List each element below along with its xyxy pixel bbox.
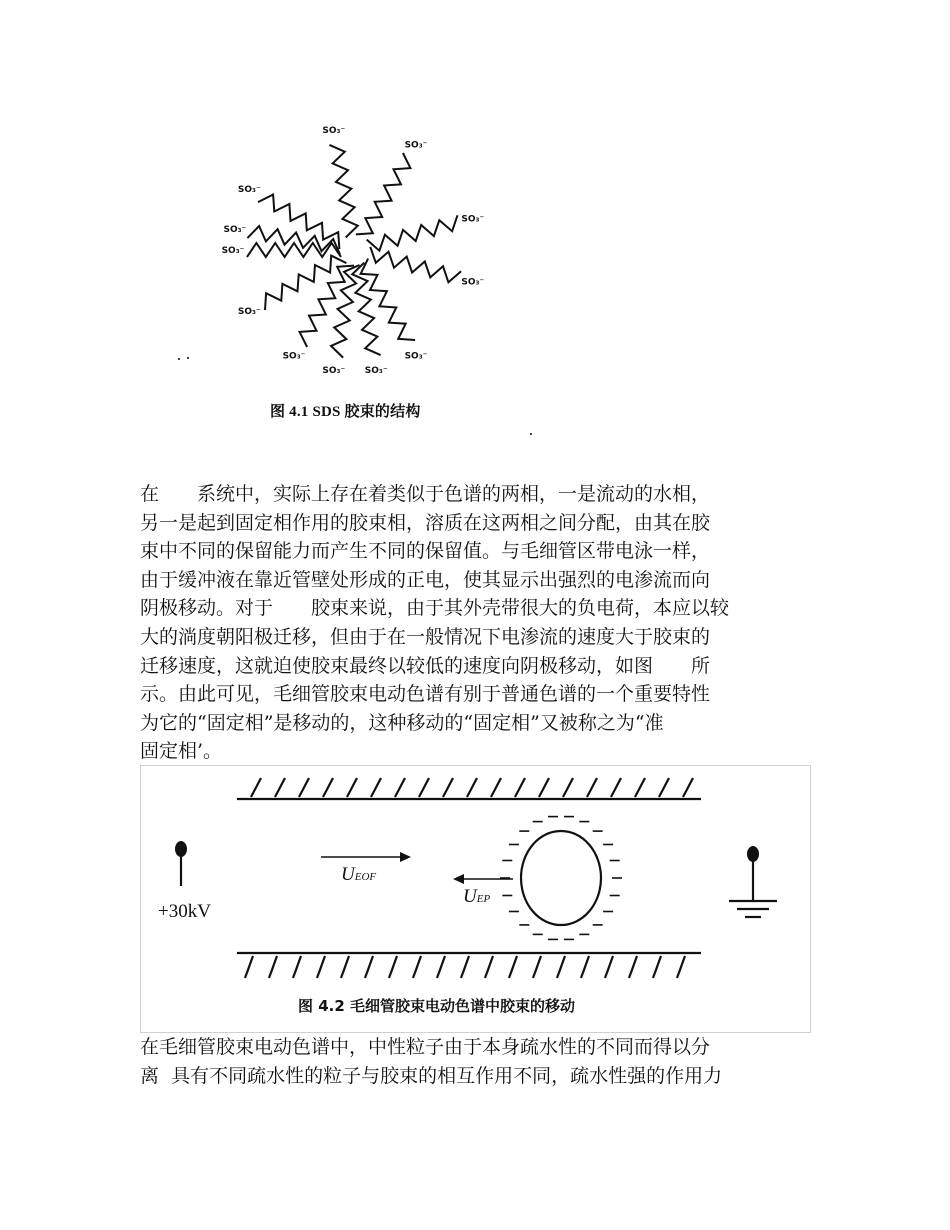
- sulfonate-head-label: SO₃⁻: [364, 366, 388, 377]
- hatch-mark: [563, 778, 573, 797]
- hatch-mark: [485, 956, 493, 978]
- surfactant-chain: [367, 215, 458, 250]
- text-line: 示。由此可见，毛细管胶束电动色谱有别于普通色谱的一个重要特性: [140, 683, 711, 706]
- eof-label: [341, 864, 376, 886]
- ep-label: [463, 886, 490, 908]
- capillary-figure: [140, 765, 811, 1033]
- scan-speck: [178, 358, 180, 360]
- sulfonate-head-label: SO₃⁻: [404, 351, 428, 362]
- ep-subscript: EP: [476, 893, 491, 905]
- hatch-mark: [347, 778, 357, 797]
- hatch-mark: [611, 778, 621, 797]
- micelle-circle: [521, 831, 601, 925]
- hatch-mark: [587, 778, 597, 797]
- hatch-mark: [461, 956, 469, 978]
- hatch-mark: [299, 778, 309, 797]
- hatch-mark: [341, 956, 349, 978]
- hatch-mark: [317, 956, 325, 978]
- body-paragraph-1: [140, 480, 815, 766]
- wall-hatching-top: [251, 778, 693, 797]
- hatch-mark: [251, 778, 261, 797]
- sulfonate-head-label: SO₃⁻: [322, 125, 346, 136]
- surfactant-chain: [370, 247, 461, 282]
- hatch-mark: [605, 956, 613, 978]
- text-line: 束中不同的保留能力而产生不同的保留值。与毛细管区带电泳一样，: [140, 540, 711, 563]
- hatch-mark: [581, 956, 589, 978]
- figure-2-caption: 图 4.2 毛细管胶束电动色谱中胶束的移动: [298, 997, 576, 1015]
- sulfonate-head-label: SO₃⁻: [282, 351, 306, 362]
- text-line: 在 系统中，实际上存在着类似于色谱的两相，一是流动的水相，: [140, 483, 711, 505]
- text-line: 另一是起到固定相作用的胶束相，溶质在这两相之间分配，由其在胶: [140, 511, 711, 534]
- text-line: 在毛细管胶束电动色谱中，中性粒子由于本身疏水性的不同而得以分: [140, 1036, 711, 1058]
- scan-speck: [530, 433, 532, 435]
- surfactant-chain: [356, 153, 411, 234]
- hatch-mark: [659, 778, 669, 797]
- text-line: 阴极移动。对于 胶束来说，由于其外壳带很大的负电荷，本应以较: [140, 597, 730, 620]
- wall-hatching-bottom: [245, 956, 685, 978]
- hatch-mark: [389, 956, 397, 978]
- micelle-diagram: [205, 118, 505, 403]
- scan-speck: [187, 357, 189, 359]
- sulfonate-head-label: SO₃⁻: [461, 214, 485, 225]
- hatch-mark: [365, 956, 373, 978]
- sulfonate-head-label: SO₃⁻: [221, 246, 245, 256]
- surfactant-chain: [331, 265, 360, 358]
- ep-symbol: U: [463, 886, 477, 907]
- figure-1-caption: 图 4.1 SDS 胶束的结构: [270, 404, 421, 420]
- surfactant-chain: [258, 195, 339, 250]
- hatch-mark: [395, 778, 405, 797]
- hatch-mark: [653, 956, 661, 978]
- hatch-mark: [443, 778, 453, 797]
- sulfonate-head-label: SO₃⁻: [322, 366, 346, 377]
- hatch-mark: [539, 778, 549, 797]
- sulfonate-head-label: SO₃⁻: [223, 224, 247, 235]
- hatch-mark: [683, 778, 693, 797]
- hatch-mark: [677, 956, 685, 978]
- sulfonate-head-label: SO₃⁻: [237, 185, 261, 195]
- text-line: 离 具有不同疏水性的粒子与胶束的相互作用不同，疏水性强的作用力: [140, 1064, 723, 1087]
- cathode-terminal: [747, 846, 759, 862]
- hatch-mark: [419, 778, 429, 797]
- hatch-mark: [371, 778, 381, 797]
- sulfonate-head-label: SO₃⁻: [404, 140, 428, 151]
- hatch-mark: [269, 956, 277, 978]
- sulfonate-head-label: SO₃⁻: [461, 277, 485, 288]
- micelle-negative-charges: [500, 817, 622, 940]
- eof-symbol: U: [341, 864, 355, 885]
- hatch-mark: [245, 956, 253, 978]
- hatch-mark: [509, 956, 517, 978]
- text-line: 为它的“固定相”是移动的，这种移动的“固定相”又被称之为“准: [140, 711, 664, 734]
- eof-subscript: EOF: [354, 871, 377, 883]
- text-line: 大的淌度朝阳极迁移，但由于在一般情况下电渗流的速度大于胶束的: [140, 625, 711, 648]
- hatch-mark: [635, 778, 645, 797]
- text-line: 固定相’。: [140, 740, 223, 763]
- hatch-mark: [413, 956, 421, 978]
- surfactant-chain: [329, 145, 357, 238]
- hatch-mark: [437, 956, 445, 978]
- text-line: 由于缓冲液在靠近管壁处形成的正电，使其显示出强烈的电渗流而向: [140, 568, 711, 591]
- hatch-mark: [557, 956, 565, 978]
- anode-terminal: [175, 841, 187, 857]
- eof-arrowhead: [400, 852, 411, 862]
- hatch-mark: [491, 778, 501, 797]
- hatch-mark: [533, 956, 541, 978]
- hatch-mark: [275, 778, 285, 797]
- ep-arrowhead: [453, 874, 464, 884]
- sulfonate-head-label: SO₃⁻: [237, 307, 261, 317]
- hatch-mark: [467, 778, 477, 797]
- body-paragraph-2: [140, 1033, 815, 1090]
- voltage-label: +30kV: [158, 901, 211, 922]
- sds-micelle-figure: [205, 118, 505, 403]
- hatch-mark: [293, 956, 301, 978]
- hatch-mark: [323, 778, 333, 797]
- text-line: 迁移速度，这就迫使胶束最终以较低的速度向阴极移动，如图 所: [140, 654, 711, 677]
- hatch-mark: [629, 956, 637, 978]
- hatch-mark: [515, 778, 525, 797]
